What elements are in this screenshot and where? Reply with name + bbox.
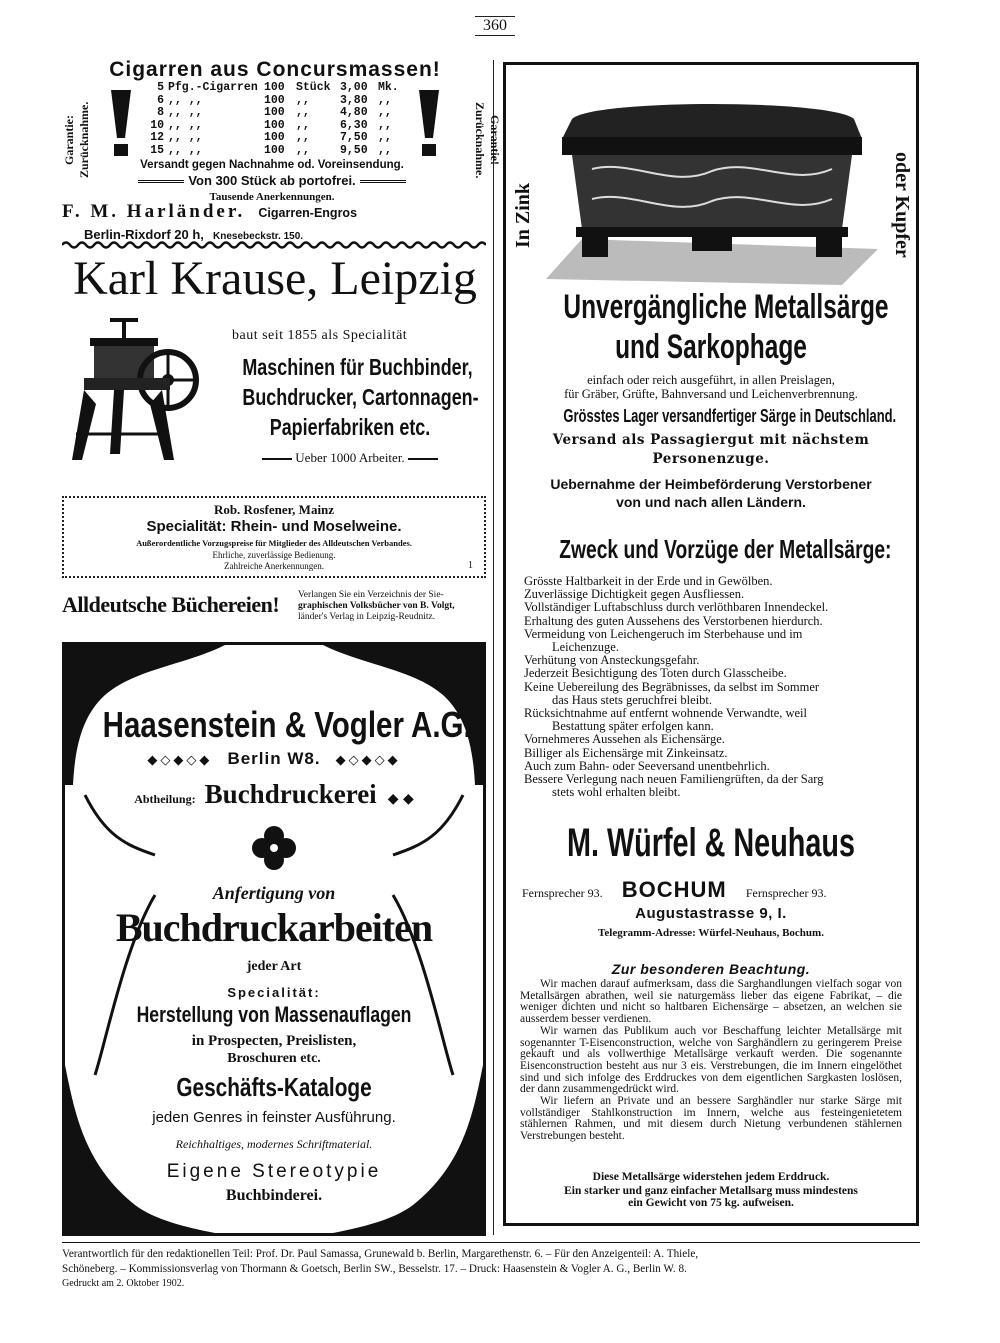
footer-line1: Verantwortlich für den redaktionellen Teil: Prof. Dr. Paul Samassa, Grunewald b. Berlin, Margarethenstr. 6. – Für den Anzeigenteil: A. Thiele, [62, 1248, 699, 1260]
coffin-purpose-title: Zweck und Vorzüge der Metallsärge: [559, 534, 892, 564]
coffin-phone-left: Fernsprecher 93. [522, 886, 603, 900]
haasenstein-making: Anfertigung von [212, 883, 336, 903]
haasenstein-spec1: Herstellung von Massenauflagen [136, 1002, 412, 1027]
feature-item: Grösste Haltbarkeit in der Erde und in Gewölben. [524, 574, 773, 588]
diamond-ornament-icon: ◆◇◆◇◆ [147, 753, 213, 768]
feature-item: Verhütung von Ansteckungsgefahr. [524, 653, 700, 668]
cigar-street: Knesebeckstr. 150. [213, 231, 304, 242]
footer-line3: Gedruckt am 2. Oktober 1902. [62, 1278, 185, 1289]
wine-name: Rob. Rosfener, Mainz [213, 502, 335, 517]
price-row: 15 ,, ,, 100 ,, 9,50 ,, [150, 143, 392, 157]
footer-line2: Schöneberg. – Kommissionsverlag von Thormann & Goetsch, Berlin SW., Besselstr. 17. – Druck: Haasenstein & Vogler A. G., Berlin W. 8. [62, 1263, 687, 1275]
wine-line2: Ehrliche, zuverlässige Bedienung. [212, 550, 336, 560]
coffin-city: BOCHUM [621, 877, 727, 902]
haasenstein-name: Haasenstein & Vogler A.G. [102, 704, 472, 745]
exclamation-icon [416, 88, 442, 158]
coffin-ad [503, 62, 919, 1226]
feature-item: Vollständiger Luftabschluss durch verlöthbaren Innendeckel. [524, 600, 829, 615]
coffin-largest: Grösstes Lager versandfertiger Särge in Deutschland. [563, 406, 897, 426]
books-title: Alldeutsche Büchereien! [62, 592, 280, 617]
haasenstein-genre: jeden Genres in feinster Ausführung. [152, 1109, 396, 1126]
page-number: 360 [460, 16, 530, 36]
price-row: 5 Pfg.-Cigarren 100 Stück 3,00 Mk. [157, 81, 399, 94]
krause-ad [62, 252, 488, 484]
coffin-withstand: Diese Metallsärge widerstehen jedem Erddruck. [592, 1171, 830, 1183]
cigar-ad [62, 58, 502, 242]
coffin-phone-row [522, 877, 902, 903]
wave-divider [62, 240, 486, 250]
wine-num: 1 [468, 560, 473, 571]
coffin-desc: einfach oder reich ausgeführt, in allen Preislagen, für Gräber, Grüfte, Bahnversand und Leichenverbrennung. [564, 373, 858, 401]
cigar-shipping: Versandt gegen Nachnahme od. Voreinsendung. [140, 159, 404, 171]
wine-ad [62, 496, 486, 578]
feature-item: Auch zum Bahn- oder Seeversand unentbehrlich. [524, 758, 770, 773]
feature-item: Vermeidung von Leichengeruch im Sterbehause und im [524, 626, 803, 641]
books-ad [62, 588, 488, 632]
wine-specialty: Specialität: Rhein- und Moselweine. [146, 518, 402, 535]
feature-item: Leichenzuge. [552, 640, 619, 655]
coffin-street: Augustastrasse 9, I. [635, 905, 787, 922]
machine-illustration [64, 314, 214, 464]
price-row: 6 ,, ,, 100 ,, 3,80 ,, [157, 93, 392, 107]
exclamation-icon [108, 88, 134, 158]
coffin-weight: Ein starker und ganz einfacher Metallsarg muss mindestens ein Gewicht von 75 kg. aufweisen. [564, 1185, 858, 1209]
krause-workers-row [212, 450, 488, 466]
cigar-free-postage: Von 300 Stück ab portofrei. [188, 173, 356, 188]
feature-item: Erhaltung des guten Aussehens des Verstorbenen hierdurch. [524, 613, 823, 628]
feature-item: Keine Uebereilung des Begräbnisses, da selbst im Sommer [524, 679, 820, 694]
coffin-notice-body [520, 979, 902, 1143]
haasenstein-specialty-label: Specialität: [227, 985, 321, 1000]
cigar-firm-suffix: Cigarren-Engros [258, 206, 358, 220]
haasenstein-dept-label: Abtheilung: [134, 792, 196, 806]
cigar-firm: F. M. Harländer. [62, 201, 246, 222]
notice-paragraph: Wir machen darauf aufmerksam, dass die Sarghandlungen vielfach sogar von Metallsärgen abrathen, weil sie naturgemäss lieber das eigene Fabrikat, – die weniger dichten und nicht so haltbaren Eichensärge – absetzen, an welchen sie ausserdem besser verdienen. [520, 978, 902, 1026]
footer [62, 1242, 920, 1291]
coffin-headline1: Unvergängliche Metallsärge [563, 288, 889, 326]
column-divider [493, 60, 494, 1235]
feature-item: Bestattung später erfolgen kann. [552, 719, 714, 734]
coffin-side-right: oder Kupfer [891, 152, 913, 258]
haasenstein-dept: Buchdruckerei [204, 779, 377, 809]
wine-line1: Außerordentliche Vorzugspreise für Mitglieder des Alldeutschen Verbandes. [136, 538, 412, 548]
coffin-passenger: Versand als Passagiergut mit nächstem Personenzuge. [552, 432, 870, 467]
haasenstein-bindery: Buchbinderei. [225, 1187, 323, 1204]
notice-paragraph: Wir liefern an Private und an bessere Sarghändler nur starke Särge mit vollständiger Stahlkonstruction im Innern, welche aus festeingenietetem stählernen Rahmen, und mit diesem durch Nietung verbundenen stählernen Verstrebungen besteht. [520, 1095, 902, 1143]
cigar-side-right: Garantie! Zurücknahme. [473, 101, 502, 179]
feature-item: Zuverlässige Dichtigkeit gegen Ausfliessen. [524, 587, 745, 602]
krause-since: baut seit 1855 als Specialität [232, 328, 408, 343]
haasenstein-material: Reichhaltiges, modernes Schriftmaterial. [175, 1137, 373, 1151]
books-detail: Verlangen Sie ein Verzeichnis der Sie- graphischen Volksbücher von B. Volgt, länder's Verlag in Leipzig-Reudnitz. [298, 590, 455, 622]
feature-item: das Haus stets geruchfrei bleibt. [552, 692, 713, 707]
cigar-side-left: Garantie: Zurücknahme. [62, 101, 91, 179]
feature-item: Billiger als Eichensärge mit Zinkeinsatz. [524, 745, 728, 760]
price-row: 10 ,, ,, 100 ,, 6,30 ,, [150, 118, 392, 132]
cigar-firm-row [62, 201, 488, 223]
krause-line1: Maschinen für Buchbinder, [242, 354, 473, 380]
haasenstein-catalogs: Geschäfts-Kataloge [176, 1072, 372, 1102]
haasenstein-ad [62, 642, 486, 1236]
coffin-transfer: Uebernahme der Heimbeförderung Verstorbener von und nach allen Ländern. [550, 476, 872, 510]
cigar-ad-title: Cigarren aus Concursmassen! [109, 58, 441, 81]
coffin-feature-list [524, 575, 904, 799]
price-row: 8 ,, ,, 100 ,, 4,80 ,, [157, 106, 392, 119]
notice-paragraph: Wir warnen das Publikum auch vor Beschaffung leichter Metallsärge mit sogenannter T-Eisenconstruction, welche von Sarghändlern zu geringerem Preise gekauft und als vollwerthige Metallsärge verkauft werden. Die sogenannte Eisenconstruction besteht aus nur 3 eis. Verstrebungen, die im Innern eingelöthet sind und sich infolge des Erddruckes von dem eigentlichen Sargkasten loslösen, der dann zusammengedrückt wird. [520, 1024, 902, 1096]
feature-item: stets wohl erhalten bleibt. [552, 785, 681, 800]
haasenstein-city-row [65, 749, 483, 769]
coffin-headline2: und Sarkophage [615, 328, 807, 366]
coffin-firm: M. Würfel & Neuhaus [566, 821, 856, 865]
haasenstein-any: jeder Art [246, 959, 302, 974]
cigar-price-list [142, 82, 412, 157]
cigar-address: Berlin-Rixdorf 20 h, [84, 227, 204, 242]
coffin-phone-right: Fernsprecher 93. [745, 886, 827, 900]
haasenstein-product: Buchdruckarbeiten [115, 905, 433, 950]
krause-line2: Buchdrucker, Cartonnagen- [242, 384, 479, 410]
krause-line3: Papierfabriken etc. [269, 414, 431, 440]
haasenstein-dept-row: Abtheilung: Buchdruckerei ◆ ◆ [134, 779, 414, 809]
krause-name: Karl Krause, Leipzig [73, 252, 477, 305]
feature-item: Jederzeit Besichtigung des Toten durch Glasscheibe. [524, 666, 787, 681]
haasenstein-spec3: Broschuren etc. [227, 1051, 321, 1066]
coffin-illustration [542, 79, 882, 289]
feature-item: Rücksichtnahme auf entfernt wohnende Verwandte, weil [524, 706, 808, 721]
cigar-free-postage-row [92, 173, 452, 189]
feature-item: Vornehmeres Aussehen als Eichensärge. [524, 732, 725, 747]
coffin-side-left: In Zink [512, 182, 534, 248]
wine-line3: Zahlreiche Anerkennungen. [224, 561, 324, 571]
feature-item: Bessere Verlegung nach neuen Familiengrüften, da der Sarg [524, 772, 824, 787]
haasenstein-stereo: Eigene Stereotypie [166, 1161, 382, 1182]
four-leaf-ornament-icon [251, 825, 297, 871]
haasenstein-city: Berlin W8. [227, 749, 321, 768]
diamond-ornament-icon: ◆◇◆◇◆ [335, 753, 401, 768]
price-row: 12 ,, ,, 100 ,, 7,50 ,, [150, 131, 392, 144]
coffin-notice-title: Zur besonderen Beachtung. [611, 961, 811, 977]
coffin-telegram: Telegramm-Adresse: Würfel-Neuhaus, Bochum. [598, 927, 824, 939]
cigar-thanks: Tausende Anerkennungen. [209, 191, 335, 203]
haasenstein-spec2: in Prospecten, Preislisten, [191, 1033, 357, 1049]
krause-workers: Ueber 1000 Arbeiter. [295, 450, 405, 465]
